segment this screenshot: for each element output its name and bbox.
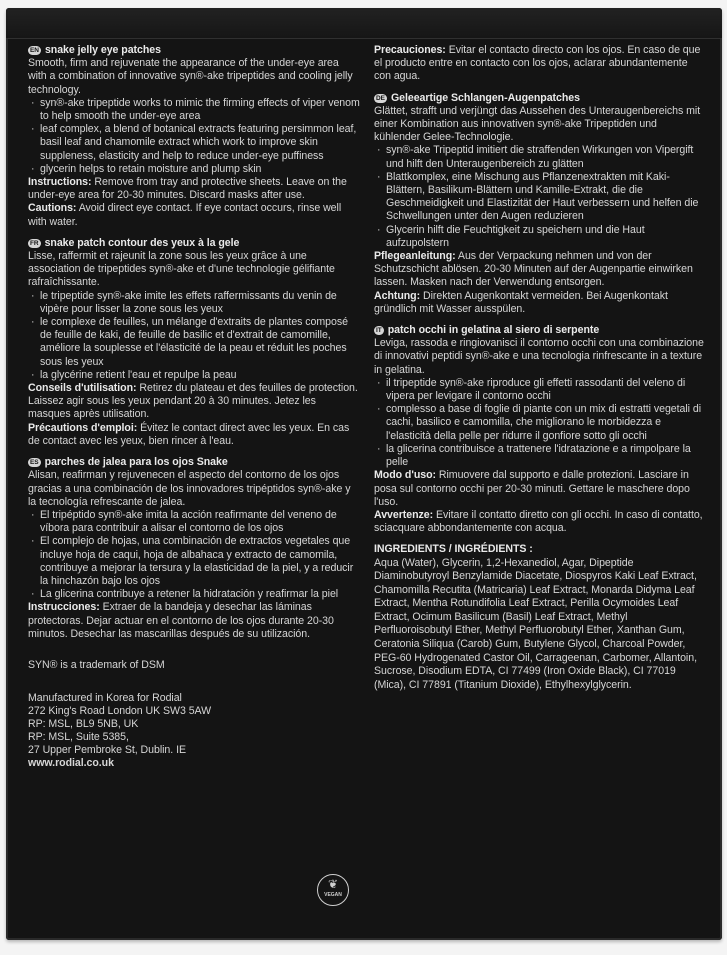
de-bullet: · Glycerin hilft die Feuchtigkeit zu speichern und die Haut aufzupolstern (374, 224, 704, 250)
en-cautions-text: Avoid direct eye contact. If eye contact occurs, rinse well with water. (28, 202, 342, 228)
de-bullets (374, 144, 704, 250)
en-heading (28, 44, 360, 57)
it-lang-flag: IT (376, 327, 382, 335)
it-cautions (374, 509, 704, 535)
en-instructions-label: Instructions: (28, 176, 92, 189)
fr-cautions-text: Évitez le contact direct avec les yeux. En cas de contact avec les yeux, bien rincer à l'eau. (28, 421, 350, 447)
ingredients-heading: INGREDIENTS / INGRÉDIENTS : (374, 543, 533, 556)
box-top-edge (6, 8, 722, 39)
es-cautions (374, 44, 704, 84)
fr-lang-flag: FR (30, 239, 39, 247)
vegan-badge-text: VEGAN (324, 892, 342, 898)
it-bullets (374, 377, 704, 469)
de-instructions (374, 250, 704, 290)
trademark-note: SYN® is a trademark of DSM (28, 658, 165, 671)
fr-title: snake patch contour des yeux à la gele (44, 236, 240, 249)
de-lang-flag: DE (376, 94, 385, 102)
en-instructions-text: Remove from tray and protective sheets. Leave on the under-eye area for 20-30 minutes. Discard masks after use. (28, 176, 347, 202)
fr-bullet: · la glycérine retient l'eau et repulpe la peau (28, 369, 360, 382)
section-en (28, 44, 360, 229)
ingredients-section (374, 543, 704, 692)
maker-line: 272 King's Road London UK SW3 5AW (28, 705, 212, 718)
it-intro: Leviga, rassoda e ringiovanisci il contorno occhi con una combinazione di innovativi peptidi syn®-ake e una tecnologia rinfrescante in a texture in gelatina. (374, 337, 704, 376)
section-de (374, 92, 704, 316)
de-bullet: · Blattkomplex, eine Mischung aus Pflanzenextrakten mit Kaki-Blättern, Basilikum-Blättern und Kamille-Extrakt, die die Geschmeidigkeit und Elastizität der Haut verbessern und helfen die Schwellungen unter den Augen reduzieren (374, 171, 704, 224)
en-instructions (28, 176, 360, 202)
section-it (374, 324, 704, 535)
package-back (6, 8, 722, 940)
en-intro: Smooth, firm and rejuvenate the appearance of the under-eye area with a combination of innovative syn®-ake tripeptides and cooling jelly technology. (28, 57, 353, 96)
de-cautions-text: Direkten Augenkontakt vermeiden. Bei Augenkontakt gründlich mit Wasser ausspülen. (374, 289, 668, 315)
es-bullets (28, 509, 360, 601)
fr-bullet: · le complexe de feuilles, un mélange d'extraits de plantes composé de feuille de kaki, de feuille de basilic et d'extrait de camomille, améliore la souplesse et l'élasticité de la peau et réduit les poches sous les yeux (28, 316, 360, 369)
es-cautions-label: Precauciones: (374, 44, 446, 56)
ingredients-list: Aqua (Water), Glycerin, 1,2-Hexanediol, Agar, Dipeptide Diaminobutyroyl Benzylamide Diacetate, Diospyros Kaki Leaf Extract, Chamomilla Recutita (Matricaria) Leaf Extract, Monarda Didyma Leaf Extract, Mentha Rotundifolia Leaf Extract, Perilla Ocymoides Leaf Extract, Ocimum Basilicum (Basil) Leaf Extract, Methyl Perfluoroisobutyl Ether, Methyl Perfluorobutyl Ether, Xanthan Gum, Ceratonia Siliqua (Carob) Gum, Butylene Glycol, Charcoal Powder, PEG-60 Hydrogenated Castor Oil, Carrageenan, Carbomer, Allantoin, Sucrose, Disodium EDTA, CI 77499 (Iron Oxide Black), CI 77019 (Mica), CI 77891 (Titanium Dioxide), Ethylhexylglycerin. (374, 556, 697, 691)
fr-cautions-label: Précautions d'emploi: (28, 421, 138, 434)
fr-bullet: · le tripeptide syn®-ake imite les effets raffermissants du venin de vipère pour lisser la zone sous les yeux (28, 290, 360, 316)
es-instructions (28, 601, 360, 641)
en-bullets (28, 97, 360, 176)
es-heading (28, 456, 360, 469)
left-column (28, 44, 360, 770)
es-bullet: · La glicerina contribuye a retener la hidratación y reafirmar la piel (28, 588, 360, 601)
en-cautions-label: Cautions: (28, 202, 77, 215)
manufacturer-info (28, 692, 360, 770)
it-cautions-text: Evitare il contatto diretto con gli occhi. In caso di contatto, sciacquare abbondantemente con acqua. (374, 508, 703, 535)
es-lang-flag: ES (30, 459, 39, 467)
fr-instructions-label: Conseils d'utilisation: (28, 382, 137, 395)
section-es (28, 456, 360, 641)
es-intro: Alisan, reafirman y rejuvenecen el aspecto del contorno de los ojos gracias a una combinación de los innovadores tripéptidos syn®-ake y la tecnología refrescante de jalea. (28, 469, 351, 508)
website-text: www.rodial.co.uk (28, 757, 114, 770)
de-title: Geleeartige Schlangen-Augenpatches (390, 91, 580, 104)
maker-line: Manufactured in Korea for Rodial (28, 692, 182, 705)
it-bullet: · il tripeptide syn®-ake riproduce gli effetti rassodanti del veleno di vipera per levigare il contorno occhi (374, 377, 704, 403)
es-bullet: · El complejo de hojas, una combinación de extractos vegetales que incluye hoja de caqui, hoja de albahaca y extracto de camomila, contribuye a mejorar la tersura y la elasticidad de la piel, y a reducir la hinchazón bajo los ojos (28, 535, 360, 588)
fr-heading (28, 237, 360, 250)
maker-line: 27 Upper Pembroke St, Dublin. IE (28, 744, 186, 757)
it-instructions-text: Rimuovere dal supporto e dalle protezioni. Lasciare in posa sul contorno occhi per 20-30 minuti. Gettare le maschere dopo l'uso. (374, 469, 690, 508)
de-intro: Glättet, strafft und verjüngt das Aussehen des Unteraugenbereichs mit einer Kombination aus innovativen syn®-ake Tripeptiden und kühlender Gelee-Technologie. (374, 104, 701, 144)
de-bullet: · syn®-ake Tripeptid imitiert die straffenden Wirkungen von Vipergift und hilft den Unteraugenbereich zu glätten (374, 144, 704, 170)
section-fr (28, 237, 360, 448)
right-column (374, 44, 704, 692)
fr-intro: Lisse, raffermit et rajeunit la zone sous les yeux grâce à une association de tripeptides syn®-ake et d'une technologie gélifiante rafraîchissante. (28, 250, 335, 289)
en-lang-flag: EN (30, 47, 39, 54)
it-heading (374, 324, 704, 337)
en-title: snake jelly eye patches (44, 44, 161, 56)
fr-instructions-text: Retirez du plateau et des feuilles de protection. Laissez agir sous les yeux pendant 20 à 30 minutes. Jetez les masques après utilisation. (28, 382, 358, 421)
es-instructions-text: Extraer de la bandeja y desechar las láminas protectoras. Dejar actuar en el contorno de los ojos durante 20-30 minutos. Desechar las mascarillas después de su utilización. (28, 601, 334, 640)
en-bullet: · syn®-ake tripeptide works to mimic the firming effects of viper venom to help smooth the under-eye area (28, 97, 360, 123)
en-bullet: · glycerin helps to retain moisture and plump skin (28, 163, 360, 176)
de-cautions-label: Achtung: (374, 289, 421, 302)
de-cautions (374, 290, 704, 316)
es-instructions-label: Instrucciones: (28, 601, 100, 614)
fr-bullets (28, 290, 360, 382)
it-instructions (374, 469, 704, 509)
en-cautions (28, 202, 360, 228)
vegan-badge (317, 874, 349, 906)
fr-cautions (28, 422, 360, 448)
it-bullet: · complesso a base di foglie di piante con un mix di estratti vegetali di cachi, basilico e camomilla, che migliorano le morbidezza e l'elasticità della pelle per ridurre il gonfiore sotto gli occhi (374, 403, 704, 443)
it-bullet: · la glicerina contribuisce a trattenere l'idratazione e a rimpolpare la pelle (374, 443, 704, 469)
fr-instructions (28, 382, 360, 422)
de-instructions-text: Aus der Verpackung nehmen und von der Schutzschicht ablösen. 20-30 Minuten auf der Augenpartie einwirken lassen. Masken nach der Verwendung entsorgen. (374, 250, 693, 289)
it-title: patch occhi in gelatina al siero di serpente (387, 324, 600, 337)
maker-line: RP: MSL, BL9 5NB, UK (28, 718, 139, 731)
it-cautions-label: Avvertenze: (374, 508, 434, 521)
de-heading (374, 92, 704, 105)
es-bullet: · El tripéptido syn®-ake imita la acción reafirmante del veneno de víbora para contribuir a alisar el contorno de los ojos (28, 509, 360, 535)
maker-line: RP: MSL, Suite 5385, (28, 731, 129, 744)
es-title: parches de jalea para los ojos Snake (44, 456, 228, 469)
es-cautions-text: Evitar el contacto directo con los ojos. En caso de que el producto entre en contacto con los ojos, aclarar abundantemente con agua. (374, 44, 701, 83)
en-bullet: · leaf complex, a blend of botanical extracts featuring persimmon leaf, basil leaf and chamomile extract which work to improve skin suppleness, elasticity and help to reduce under-eye puffiness (28, 123, 360, 163)
section-es-cautions (374, 44, 704, 84)
de-instructions-label: Pflegeanleitung: (374, 250, 456, 263)
leaf-icon: ❦ (327, 877, 339, 891)
it-instructions-label: Modo d'uso: (374, 469, 436, 482)
